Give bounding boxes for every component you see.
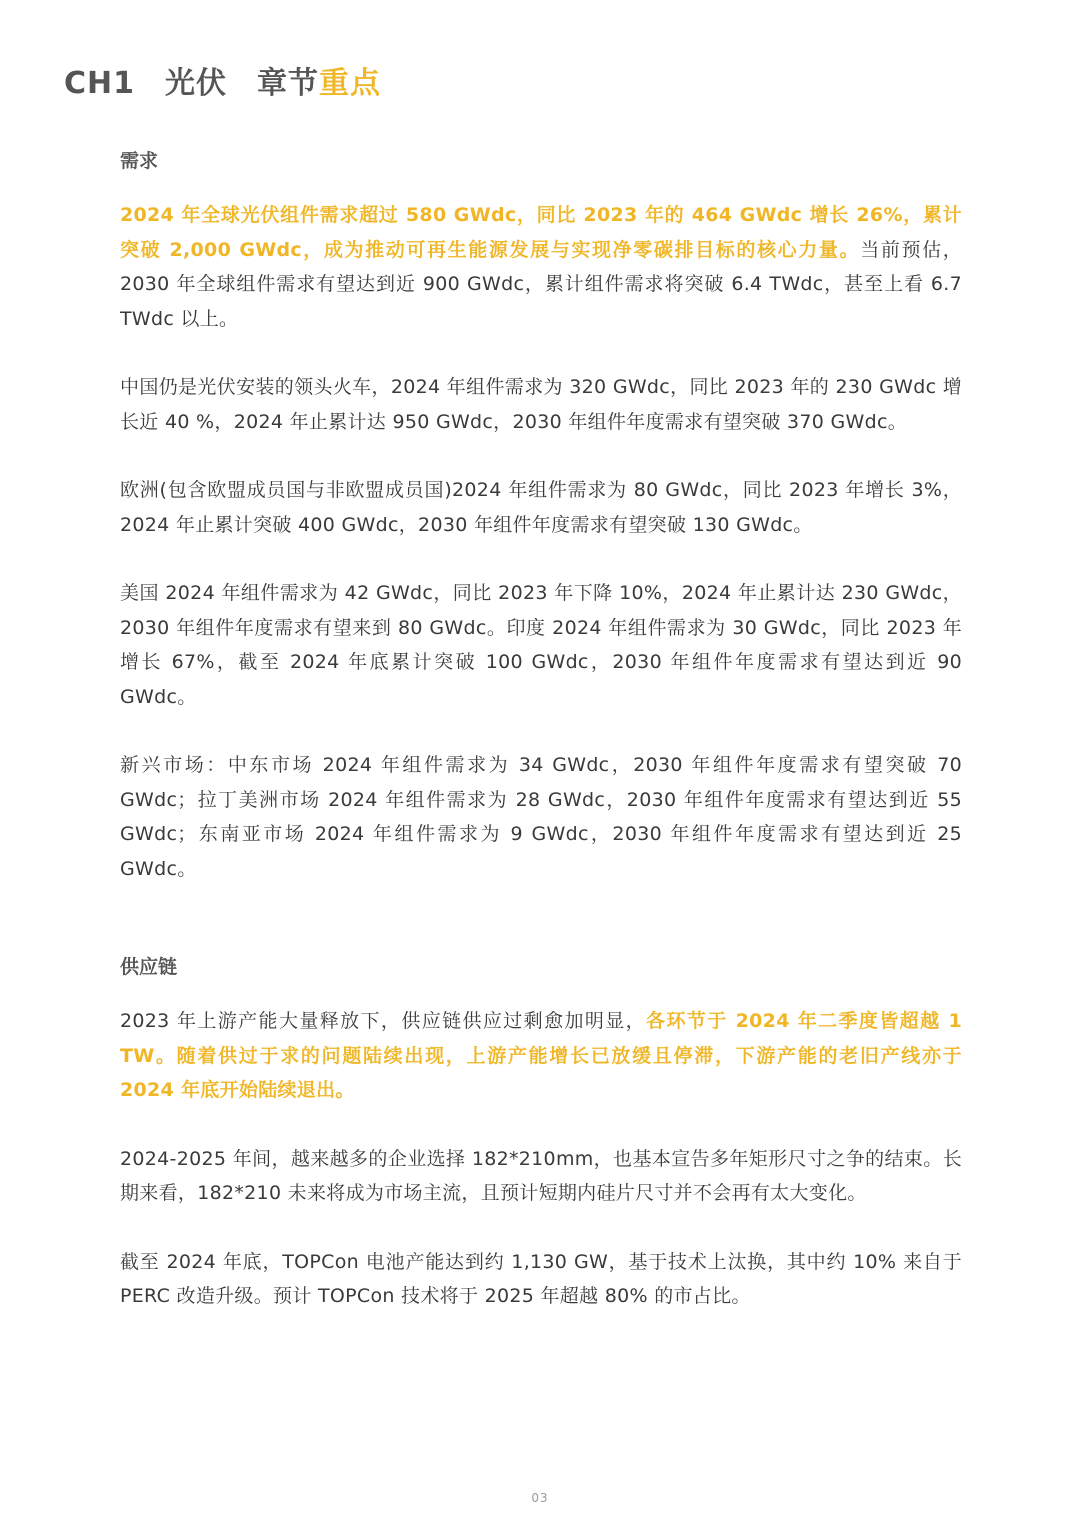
main-content xyxy=(120,144,962,1314)
section-heading-demand: 需求 xyxy=(120,150,159,172)
demand-paragraph-4: 美国 2024 年组件需求为 42 GWdc，同比 2023 年下降 10%，2024 年止累计达 230 GWdc，2030 年组件年度需求有望来到 80 GWdc。印度 2024 年组件需求为 30 GWdc，同比 2023 年增长 67%，截至 2024 年底累计突破 100 GWdc，2030 年组件年度需求有望达到近 90 GWdc。 xyxy=(120,582,962,708)
chapter-title xyxy=(64,58,381,102)
demand-paragraph-1 xyxy=(120,198,962,336)
title-highlight: 重点 xyxy=(319,66,381,101)
supply-p1-highlight: 各环节于 2024 年二季度皆超越 1 TW。随着供过于求的问题陆续出现，上游产能增长已放缓且停滞，下游产能的老旧产线亦于 2024 年底开始陆续退出。 xyxy=(120,1010,962,1101)
demand-p1-rest: 当前预估，2030 年全球组件需求有望达到近 900 GWdc，累计组件需求将突破 6.4 TWdc，甚至上看 6.7 TWdc 以上。 xyxy=(120,238,962,330)
chapter-topic: 光伏 xyxy=(165,66,227,101)
supply-paragraph-2: 2024-2025 年间，越来越多的企业选择 182*210mm，也基本宣告多年矩形尺寸之争的结束。长期来看，182*210 未来将成为市场主流，且预计短期内硅片尺寸并不会再有太大变化。 xyxy=(120,1147,962,1204)
supply-paragraph-1 xyxy=(120,1004,962,1108)
demand-paragraph-5: 新兴市场：中东市场 2024 年组件需求为 34 GWdc，2030 年组件年度需求有望突破 70 GWdc；拉丁美洲市场 2024 年组件需求为 28 GWdc，2030 年组件年度需求有望达到近 55 GWdc；东南亚市场 2024 年组件需求为 9 GWdc，2030 年组件年度需求有望达到近 25 GWdc。 xyxy=(120,754,962,880)
section-heading-supply: 供应链 xyxy=(120,956,178,978)
demand-paragraph-2: 中国仍是光伏安装的领头火车，2024 年组件需求为 320 GWdc，同比 2023 年的 230 GWdc 增长近 40 %，2024 年止累计达 950 GWdc，2030 年组件年度需求有望突破 370 GWdc。 xyxy=(120,376,962,433)
page-number: 03 xyxy=(531,1491,549,1505)
demand-paragraph-3: 欧洲(包含欧盟成员国与非欧盟成员国)2024 年组件需求为 80 GWdc，同比 2023 年增长 3%，2024 年止累计突破 400 GWdc，2030 年组件年度需求有望突破 130 GWdc。 xyxy=(120,479,962,536)
demand-p1-highlight: 2024 年全球光伏组件需求超过 580 GWdc，同比 2023 年的 464 GWdc 增长 26%，累计突破 2,000 GWdc，成为推动可再生能源发展与实现净零碳排目标的核心力量。 xyxy=(120,204,962,261)
chapter-number: CH1 xyxy=(64,66,135,101)
supply-p1-plain: 2023 年上游产能大量释放下，供应链供应过剩愈加明显， xyxy=(120,1010,647,1032)
supply-paragraph-3: 截至 2024 年底，TOPCon 电池产能达到约 1,130 GW，基于技术上汰换，其中约 10% 来自于 PERC 改造升级。预计 TOPCon 技术将于 2025 年超越 80% 的市占比。 xyxy=(120,1250,962,1307)
title-plain: 章节 xyxy=(257,66,319,101)
